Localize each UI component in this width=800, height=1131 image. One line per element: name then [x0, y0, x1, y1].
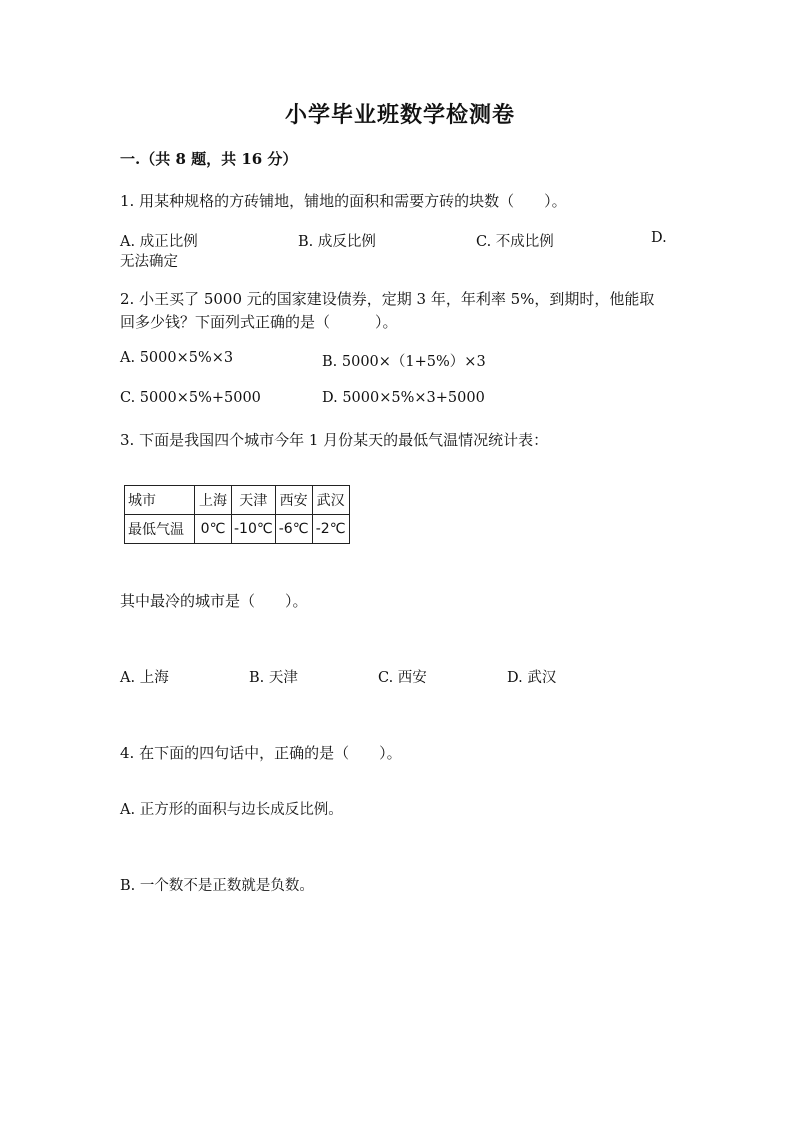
question-3-followup: 其中最冷的城市是（ ）。: [120, 592, 308, 610]
question-2-option-a[interactable]: A. 5000×5%×3: [120, 350, 234, 366]
temperature-table: [124, 485, 350, 544]
question-1-option-d-text: 无法确定: [120, 254, 178, 270]
question-3-stem: 3. 下面是我国四个城市今年 1 月份某天的最低气温情况统计表：: [120, 431, 549, 449]
question-2-option-b[interactable]: B. 5000×（1+5%）×3: [322, 354, 486, 370]
question-4-stem: 4. 在下面的四句话中，正确的是（ ）。: [120, 744, 402, 762]
table-cell: -10℃: [232, 515, 276, 544]
question-2-option-d[interactable]: D. 5000×5%×3+5000: [322, 390, 485, 406]
table-cell: 0℃: [195, 515, 232, 544]
table-cell: 城市: [125, 486, 195, 515]
question-3-option-a[interactable]: A. 上海: [120, 670, 169, 686]
table-cell: 最低气温: [125, 515, 195, 544]
section-header: 一.（共 8 题，共 16 分）: [120, 150, 298, 168]
question-2-stem-line2: 回多少钱？下面列式正确的是（ ）。: [120, 313, 398, 331]
question-4-option-a[interactable]: A. 正方形的面积与边长成反比例。: [120, 802, 343, 818]
question-3-option-b[interactable]: B. 天津: [249, 670, 298, 686]
question-3-option-d[interactable]: D. 武汉: [507, 670, 557, 686]
table-cell: 上海: [195, 486, 232, 515]
question-2-option-c[interactable]: C. 5000×5%+5000: [120, 390, 261, 406]
table-cell: -6℃: [275, 515, 312, 544]
table-cell: 西安: [275, 486, 312, 515]
question-1-stem: 1. 用某种规格的方砖铺地，铺地的面积和需要方砖的块数（ ）。: [120, 192, 567, 210]
question-1-option-b[interactable]: B. 成反比例: [298, 234, 376, 250]
question-3-option-c[interactable]: C. 西安: [378, 670, 427, 686]
table-row: [125, 486, 350, 515]
page-title: 小学毕业班数学检测卷: [284, 102, 515, 128]
question-1-option-a[interactable]: A. 成正比例: [120, 234, 198, 250]
table-cell: 天津: [232, 486, 276, 515]
question-1-option-d[interactable]: D.: [651, 230, 667, 246]
question-4-option-b[interactable]: B. 一个数不是正数就是负数。: [120, 878, 314, 894]
question-1-option-c[interactable]: C. 不成比例: [476, 234, 554, 250]
question-2-stem-line1: 2. 小王买了 5000 元的国家建设债券，定期 3 年，年利率 5%，到期时，他能取: [120, 290, 655, 308]
table-row: [125, 515, 350, 544]
table-cell: 武汉: [312, 486, 349, 515]
table-cell: -2℃: [312, 515, 349, 544]
